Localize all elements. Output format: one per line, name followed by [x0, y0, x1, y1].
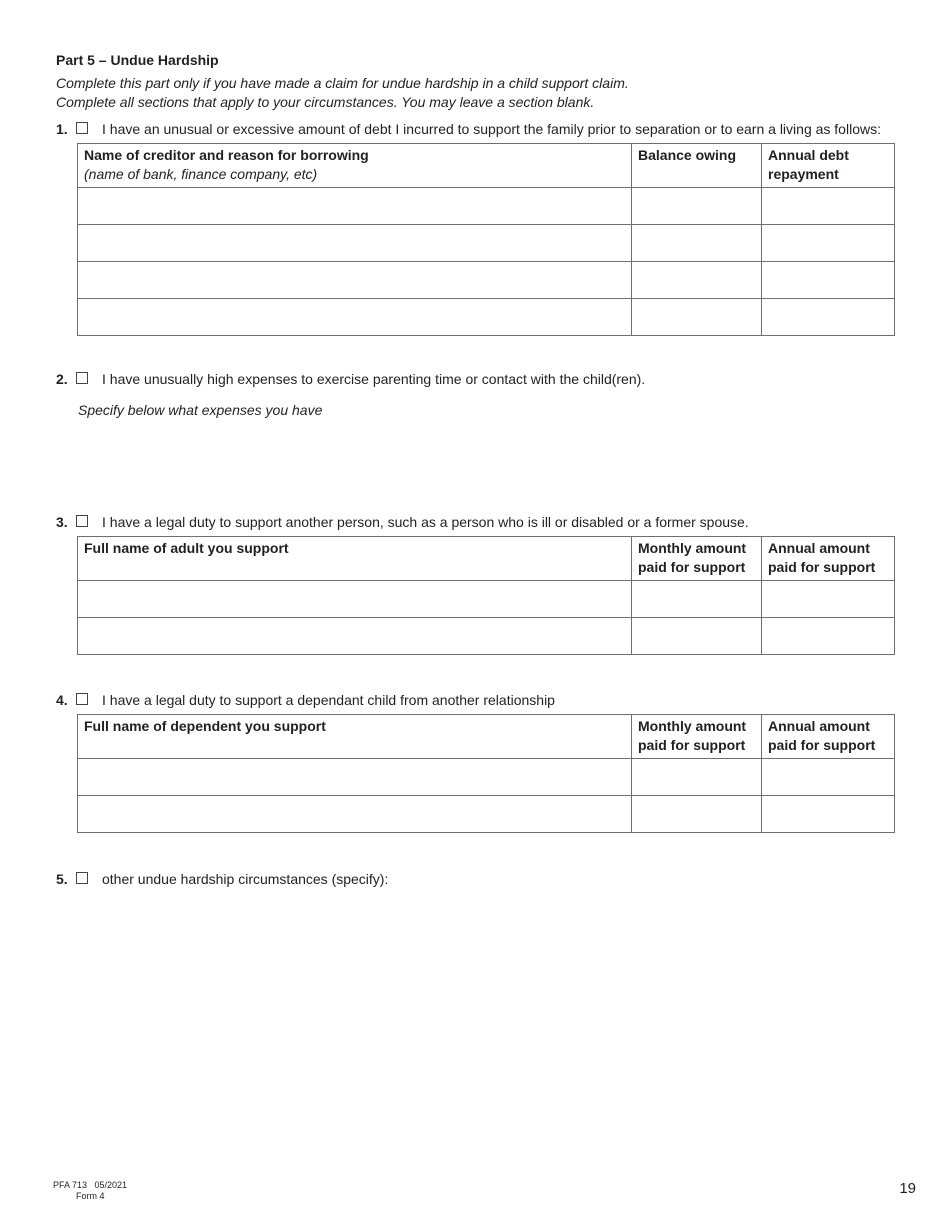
question-3-text: I have a legal duty to support another person, such as a person who is ill or disabled or a former spouse.	[102, 514, 749, 530]
page-number: 19	[899, 1180, 916, 1197]
creditor-cell[interactable]	[78, 225, 632, 262]
question-1	[56, 120, 881, 138]
table-row	[78, 262, 895, 299]
table-row	[78, 188, 895, 225]
question-4	[56, 691, 555, 709]
dependent-support-table	[77, 714, 895, 833]
balance-cell[interactable]	[632, 299, 762, 336]
question-5	[56, 870, 388, 888]
section-title: Part 5 – Undue Hardship	[56, 52, 219, 68]
repayment-cell[interactable]	[762, 188, 895, 225]
creditor-cell[interactable]	[78, 262, 632, 299]
question-3-number: 3.	[56, 514, 68, 530]
question-2-text: I have unusually high expenses to exercise parenting time or contact with the child(ren).	[102, 371, 646, 387]
question-2-number: 2.	[56, 371, 68, 387]
table-row	[78, 581, 895, 618]
question-1-text: I have an unusual or excessive amount of debt I incurred to support the family prior to separation or to earn a living as follows:	[102, 121, 881, 137]
debt-table-header-creditor	[78, 144, 632, 188]
dependent-name-cell[interactable]	[78, 759, 632, 796]
creditor-cell[interactable]	[78, 299, 632, 336]
dependent-name-cell[interactable]	[78, 796, 632, 833]
question-4-text: I have a legal duty to support a dependant child from another relationship	[102, 692, 555, 708]
dependent-table-header-annual: Annual amount paid for support	[762, 715, 895, 759]
creditor-header-sublabel: (name of bank, finance company, etc)	[84, 166, 318, 182]
question-3	[56, 513, 749, 531]
monthly-amount-cell[interactable]	[632, 618, 762, 655]
question-2	[56, 370, 645, 388]
monthly-amount-cell[interactable]	[632, 581, 762, 618]
instruction-line-1: Complete this part only if you have made a claim for undue hardship in a child support claim.	[56, 75, 629, 91]
table-row	[78, 796, 895, 833]
question-2-specify-label: Specify below what expenses you have	[78, 402, 323, 418]
table-row	[78, 299, 895, 336]
adult-support-table	[77, 536, 895, 655]
adult-table-header-monthly: Monthly amount paid for support	[632, 537, 762, 581]
table-row	[78, 225, 895, 262]
balance-cell[interactable]	[632, 188, 762, 225]
balance-cell[interactable]	[632, 225, 762, 262]
debt-table-header-repayment: Annual debt repayment	[762, 144, 895, 188]
question-5-text: other undue hardship circumstances (specify):	[102, 871, 389, 887]
monthly-amount-cell[interactable]	[632, 759, 762, 796]
creditor-cell[interactable]	[78, 188, 632, 225]
adult-name-cell[interactable]	[78, 618, 632, 655]
question-1-number: 1.	[56, 121, 68, 137]
form-code: PFA 713 05/2021	[53, 1180, 128, 1190]
dependent-table-header-monthly: Monthly amount paid for support	[632, 715, 762, 759]
debt-table-header-balance: Balance owing	[632, 144, 762, 188]
adult-table-header-annual: Annual amount paid for support	[762, 537, 895, 581]
annual-amount-cell[interactable]	[762, 796, 895, 833]
dependent-table-header-name: Full name of dependent you support	[78, 715, 632, 759]
instruction-line-2: Complete all sections that apply to your circumstances. You may leave a section blank.	[56, 94, 595, 110]
question-3-checkbox[interactable]	[76, 515, 88, 527]
question-4-checkbox[interactable]	[76, 693, 88, 705]
question-1-checkbox[interactable]	[76, 122, 88, 134]
balance-cell[interactable]	[632, 262, 762, 299]
repayment-cell[interactable]	[762, 225, 895, 262]
repayment-cell[interactable]	[762, 299, 895, 336]
adult-name-cell[interactable]	[78, 581, 632, 618]
form-name: Form 4	[76, 1191, 105, 1201]
question-2-checkbox[interactable]	[76, 372, 88, 384]
form-footer-code	[53, 1180, 127, 1202]
debt-table	[77, 143, 895, 336]
table-row	[78, 618, 895, 655]
question-5-number: 5.	[56, 871, 68, 887]
monthly-amount-cell[interactable]	[632, 796, 762, 833]
repayment-cell[interactable]	[762, 262, 895, 299]
table-row	[78, 759, 895, 796]
question-4-number: 4.	[56, 692, 68, 708]
creditor-header-label: Name of creditor and reason for borrowing	[84, 147, 369, 163]
annual-amount-cell[interactable]	[762, 759, 895, 796]
adult-table-header-name: Full name of adult you support	[78, 537, 632, 581]
question-5-checkbox[interactable]	[76, 872, 88, 884]
annual-amount-cell[interactable]	[762, 618, 895, 655]
annual-amount-cell[interactable]	[762, 581, 895, 618]
